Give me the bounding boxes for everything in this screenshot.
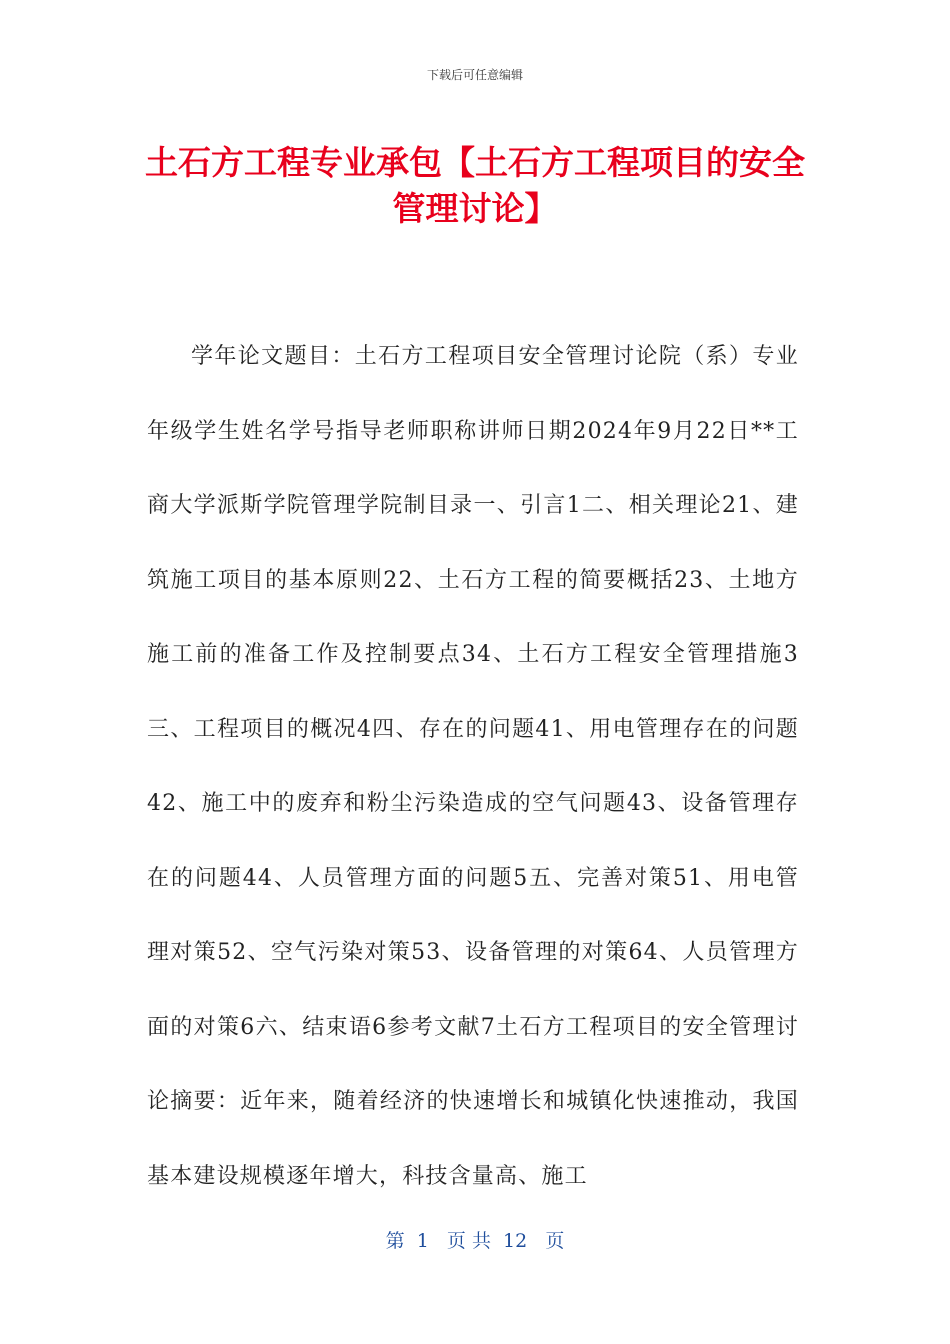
page-footer: 第 1 页 共 12 页 xyxy=(385,1230,565,1252)
body-paragraph: 学年论文题目：土石方工程项目安全管理讨论院（系）专业年级学生姓名学号指导老师职称讲师日期2024年9月22日**工商大学派斯学院管理学院制目录一、引言1二、相关理论21、建筑施工项目的基本原则22、土石方工程的简要概括23、土地方施工前的准备工作及控制要点34、土石方工程安全管理措施3三、工程项目的概况4四、存在的问题41、用电管理存在的问题42、施工中的废弃和粉尘污染造成的空气问题43、设备管理存在的问题44、人员管理方面的问题5五、完善对策51、用电管理对策52、空气污染对策53、设备管理的对策64、人员管理方面的对策6六、结束语6参考文献7土石方工程项目的安全管理讨论摘要：近年来，随着经济的快速增长和城镇化快速推动，我国基本建设规模逐年增大，科技含量高、施工 xyxy=(147,344,799,1189)
header-note: 下载后可任意编辑 xyxy=(426,68,523,82)
document-title: 土石方工程专业承包【土石方工程项目的安全管理讨论】 xyxy=(145,143,805,228)
